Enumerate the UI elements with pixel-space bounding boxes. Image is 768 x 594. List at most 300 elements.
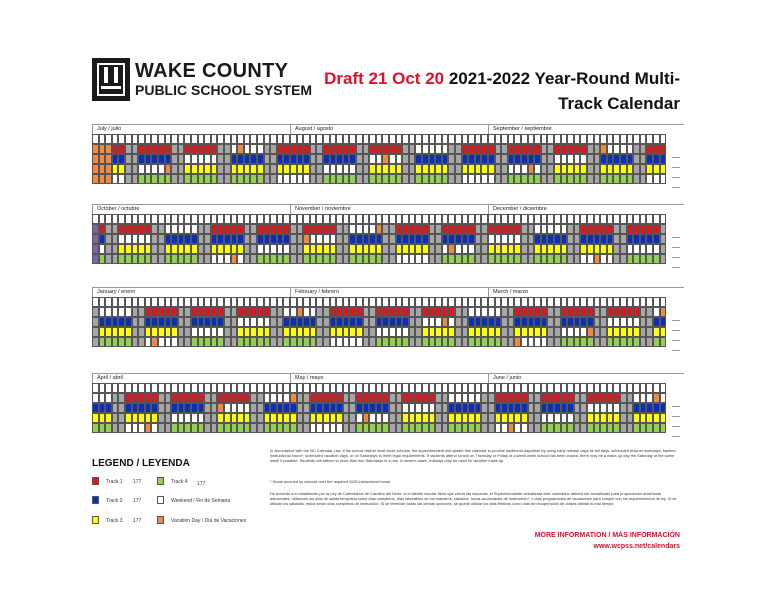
calendar-day-cell xyxy=(389,423,396,433)
calendar-day-cell xyxy=(547,234,554,244)
calendar-day-cell xyxy=(646,307,653,317)
calendar-day-number xyxy=(514,297,521,307)
calendar-day-number xyxy=(270,134,277,144)
calendar-day-cell xyxy=(151,423,158,433)
calendar-day-cell xyxy=(435,327,442,337)
calendar-day-cell xyxy=(567,307,574,317)
calendar-day-cell xyxy=(217,403,224,413)
calendar-day-cell xyxy=(376,307,383,317)
calendar-day-cell xyxy=(640,337,647,347)
calendar-day-cell xyxy=(396,164,403,174)
calendar-day-cell xyxy=(198,403,205,413)
calendar-day-cell xyxy=(376,144,383,154)
calendar-day-number xyxy=(369,297,376,307)
calendar-day-cell xyxy=(349,307,356,317)
calendar-day-cell xyxy=(191,317,198,327)
calendar-day-cell xyxy=(99,393,106,403)
calendar-day-number xyxy=(125,214,132,224)
calendar-day-cell xyxy=(105,154,112,164)
calendar-day-number xyxy=(521,297,528,307)
calendar-day-cell xyxy=(336,423,343,433)
calendar-day-cell xyxy=(165,413,172,423)
calendar-day-cell xyxy=(310,393,317,403)
calendar-day-cell xyxy=(501,254,508,264)
calendar-day-cell xyxy=(118,393,125,403)
calendar-day-cell xyxy=(151,317,158,327)
calendar-day-cell xyxy=(594,164,601,174)
calendar-day-cell xyxy=(448,154,455,164)
calendar-day-cell xyxy=(455,317,462,327)
calendar-day-cell xyxy=(105,224,112,234)
calendar-day-cell xyxy=(462,423,469,433)
calendar-day-cell xyxy=(396,307,403,317)
calendar-day-number xyxy=(349,297,356,307)
calendar-day-number xyxy=(429,383,436,393)
calendar-day-cell xyxy=(613,393,620,403)
calendar-day-cell xyxy=(290,337,297,347)
calendar-day-cell xyxy=(567,327,574,337)
calendar-day-cell xyxy=(534,423,541,433)
calendar-day-number xyxy=(475,214,482,224)
calendar-day-cell xyxy=(389,224,396,234)
calendar-day-cell xyxy=(178,327,185,337)
calendar-day-number xyxy=(290,134,297,144)
calendar-day-number xyxy=(204,214,211,224)
track-row-label xyxy=(672,157,680,162)
calendar-day-number xyxy=(468,383,475,393)
calendar-day-cell xyxy=(237,254,244,264)
calendar-day-cell xyxy=(99,224,106,234)
calendar-day-cell xyxy=(92,317,99,327)
calendar-day-cell xyxy=(316,254,323,264)
calendar-day-cell xyxy=(488,413,495,423)
calendar-day-cell xyxy=(363,144,370,154)
calendar-day-cell xyxy=(204,423,211,433)
calendar-day-number xyxy=(336,214,343,224)
calendar-day-cell xyxy=(481,224,488,234)
calendar-day-cell xyxy=(481,337,488,347)
calendar-day-cell xyxy=(409,423,416,433)
calendar-day-cell xyxy=(514,413,521,423)
calendar-day-cell xyxy=(574,403,581,413)
calendar-day-cell xyxy=(349,254,356,264)
calendar-day-cell xyxy=(250,413,257,423)
calendar-day-cell xyxy=(178,403,185,413)
calendar-day-cell xyxy=(257,154,264,164)
calendar-day-cell xyxy=(363,423,370,433)
calendar-day-number xyxy=(402,214,409,224)
calendar-day-cell xyxy=(620,423,627,433)
calendar-day-cell xyxy=(277,337,284,347)
calendar-day-cell xyxy=(290,393,297,403)
calendar-day-cell xyxy=(402,307,409,317)
calendar-day-cell xyxy=(105,413,112,423)
calendar-day-cell xyxy=(561,164,568,174)
quarter-calendar xyxy=(92,287,684,355)
calendar-day-cell xyxy=(231,393,238,403)
calendar-day-number xyxy=(369,383,376,393)
calendar-day-cell xyxy=(396,423,403,433)
calendar-day-cell xyxy=(422,174,429,184)
wcpss-logo xyxy=(92,58,313,102)
calendar-day-cell xyxy=(396,154,403,164)
calendar-day-number xyxy=(138,383,145,393)
calendar-day-cell xyxy=(660,234,667,244)
calendar-day-cell xyxy=(528,307,535,317)
calendar-day-number xyxy=(475,134,482,144)
calendar-day-number xyxy=(567,383,574,393)
calendar-day-cell xyxy=(224,254,231,264)
calendar-day-number xyxy=(99,214,106,224)
calendar-day-cell xyxy=(237,393,244,403)
calendar-day-number xyxy=(481,214,488,224)
calendar-day-cell xyxy=(561,224,568,234)
calendar-day-cell xyxy=(567,144,574,154)
calendar-day-number xyxy=(646,214,653,224)
calendar-day-cell xyxy=(204,244,211,254)
calendar-day-cell xyxy=(99,254,106,264)
calendar-day-cell xyxy=(594,154,601,164)
calendar-day-cell xyxy=(580,393,587,403)
calendar-day-cell xyxy=(600,423,607,433)
calendar-day-cell xyxy=(92,254,99,264)
calendar-day-cell xyxy=(422,244,429,254)
calendar-day-cell xyxy=(349,154,356,164)
calendar-day-cell xyxy=(653,234,660,244)
calendar-day-cell xyxy=(257,403,264,413)
calendar-day-number xyxy=(363,214,370,224)
calendar-day-cell xyxy=(105,327,112,337)
calendar-day-cell xyxy=(310,164,317,174)
calendar-day-cell xyxy=(138,234,145,244)
calendar-day-cell xyxy=(613,337,620,347)
calendar-day-cell xyxy=(600,317,607,327)
calendar-day-number xyxy=(567,134,574,144)
calendar-day-cell xyxy=(435,224,442,234)
calendar-day-number xyxy=(191,383,198,393)
calendar-day-number xyxy=(561,297,568,307)
calendar-day-cell xyxy=(217,144,224,154)
calendar-day-cell xyxy=(211,254,218,264)
calendar-day-cell xyxy=(501,144,508,154)
calendar-day-cell xyxy=(587,224,594,234)
calendar-day-cell xyxy=(198,144,205,154)
calendar-day-cell xyxy=(356,224,363,234)
calendar-day-number xyxy=(475,383,482,393)
calendar-day-number xyxy=(455,297,462,307)
calendar-day-cell xyxy=(607,164,614,174)
calendar-day-number xyxy=(462,214,469,224)
calendar-day-number xyxy=(250,297,257,307)
calendar-day-cell xyxy=(455,423,462,433)
more-information-label: MORE INFORMATION / MÁS INFORMACIÓN xyxy=(534,532,680,539)
calendar-day-number xyxy=(653,134,660,144)
calendar-day-cell xyxy=(363,337,370,347)
calendar-day-cell xyxy=(455,413,462,423)
calendar-day-cell xyxy=(336,144,343,154)
calendar-day-cell xyxy=(204,317,211,327)
calendar-day-cell xyxy=(435,234,442,244)
calendar-day-cell xyxy=(145,307,152,317)
calendar-day-cell xyxy=(620,244,627,254)
calendar-day-cell xyxy=(528,393,535,403)
calendar-day-cell xyxy=(138,244,145,254)
calendar-day-number xyxy=(376,297,383,307)
calendar-day-cell xyxy=(607,254,614,264)
calendar-day-cell xyxy=(283,224,290,234)
calendar-day-cell xyxy=(270,337,277,347)
calendar-day-cell xyxy=(132,327,139,337)
calendar-day-number xyxy=(112,214,119,224)
calendar-day-cell xyxy=(290,254,297,264)
calendar-day-cell xyxy=(112,307,119,317)
calendar-day-cell xyxy=(402,413,409,423)
calendar-day-cell xyxy=(495,423,502,433)
calendar-day-cell xyxy=(613,307,620,317)
calendar-day-cell xyxy=(600,234,607,244)
calendar-day-cell xyxy=(462,144,469,154)
calendar-day-cell xyxy=(237,154,244,164)
website-link[interactable]: www.wcpss.net/calendars xyxy=(593,543,680,550)
calendar-day-cell xyxy=(594,423,601,433)
calendar-day-cell xyxy=(250,403,257,413)
calendar-day-cell xyxy=(290,144,297,154)
calendar-day-cell xyxy=(646,254,653,264)
calendar-day-cell xyxy=(409,413,416,423)
calendar-day-cell xyxy=(521,393,528,403)
calendar-day-cell xyxy=(316,403,323,413)
calendar-day-cell xyxy=(270,224,277,234)
calendar-day-cell xyxy=(145,393,152,403)
calendar-day-cell xyxy=(369,423,376,433)
calendar-day-cell xyxy=(514,337,521,347)
calendar-day-cell xyxy=(481,413,488,423)
calendar-day-cell xyxy=(462,403,469,413)
calendar-day-cell xyxy=(310,254,317,264)
calendar-day-cell xyxy=(561,154,568,164)
calendar-day-cell xyxy=(389,164,396,174)
calendar-day-cell xyxy=(547,164,554,174)
calendar-day-cell xyxy=(184,337,191,347)
calendar-day-cell xyxy=(237,317,244,327)
calendar-day-cell xyxy=(217,327,224,337)
calendar-day-cell xyxy=(376,224,383,234)
calendar-day-number xyxy=(587,383,594,393)
calendar-day-cell xyxy=(198,244,205,254)
calendar-day-number xyxy=(283,383,290,393)
calendar-day-cell xyxy=(224,317,231,327)
calendar-day-cell xyxy=(475,174,482,184)
calendar-day-cell xyxy=(422,164,429,174)
calendar-day-number xyxy=(528,297,535,307)
calendar-day-cell xyxy=(455,337,462,347)
calendar-day-number xyxy=(184,383,191,393)
calendar-day-number xyxy=(158,134,165,144)
calendar-day-number xyxy=(613,134,620,144)
calendar-day-cell xyxy=(92,144,99,154)
calendar-day-cell xyxy=(132,423,139,433)
calendar-day-cell xyxy=(330,164,337,174)
calendar-day-number xyxy=(508,297,515,307)
calendar-day-cell xyxy=(442,254,449,264)
calendar-day-cell xyxy=(435,317,442,327)
calendar-day-number xyxy=(363,383,370,393)
calendar-day-cell xyxy=(402,244,409,254)
calendar-day-cell xyxy=(448,403,455,413)
calendar-day-number xyxy=(587,214,594,224)
calendar-day-cell xyxy=(270,244,277,254)
calendar-day-cell xyxy=(349,337,356,347)
calendar-day-cell xyxy=(521,254,528,264)
page-title xyxy=(324,66,680,116)
calendar-day-cell xyxy=(607,337,614,347)
calendar-day-number xyxy=(488,134,495,144)
calendar-day-cell xyxy=(534,164,541,174)
calendar-day-cell xyxy=(277,327,284,337)
calendar-day-cell xyxy=(415,154,422,164)
calendar-day-number xyxy=(171,383,178,393)
calendar-day-cell xyxy=(343,327,350,337)
calendar-day-cell xyxy=(244,254,251,264)
calendar-day-number xyxy=(561,134,568,144)
calendar-day-number xyxy=(303,134,310,144)
calendar-day-number xyxy=(92,383,99,393)
calendar-day-cell xyxy=(600,244,607,254)
calendar-day-number xyxy=(514,383,521,393)
calendar-day-number xyxy=(488,297,495,307)
calendar-day-cell xyxy=(204,337,211,347)
calendar-day-number xyxy=(171,297,178,307)
calendar-day-cell xyxy=(211,337,218,347)
calendar-day-cell xyxy=(336,327,343,337)
calendar-day-cell xyxy=(92,154,99,164)
calendar-day-number xyxy=(330,297,337,307)
calendar-day-cell xyxy=(151,254,158,264)
calendar-day-cell xyxy=(376,254,383,264)
calendar-day-number xyxy=(336,383,343,393)
calendar-day-number xyxy=(165,214,172,224)
legend-label-track4: Track 4 xyxy=(171,479,188,485)
calendar-day-cell xyxy=(211,327,218,337)
calendar-day-cell xyxy=(369,337,376,347)
calendar-day-cell xyxy=(653,144,660,154)
calendar-day-cell xyxy=(105,254,112,264)
calendar-day-number xyxy=(178,297,185,307)
calendar-day-cell xyxy=(620,393,627,403)
calendar-day-cell xyxy=(646,144,653,154)
calendar-day-cell xyxy=(455,174,462,184)
calendar-day-cell xyxy=(376,244,383,254)
calendar-day-cell xyxy=(462,413,469,423)
calendar-day-cell xyxy=(508,423,515,433)
calendar-day-cell xyxy=(303,144,310,154)
calendar-day-cell xyxy=(462,254,469,264)
calendar-day-number xyxy=(620,383,627,393)
calendar-day-cell xyxy=(290,423,297,433)
calendar-day-cell xyxy=(231,154,238,164)
calendar-day-cell xyxy=(567,317,574,327)
calendar-day-cell xyxy=(481,423,488,433)
calendar-day-cell xyxy=(442,393,449,403)
calendar-day-cell xyxy=(580,423,587,433)
calendar-day-cell xyxy=(448,224,455,234)
calendar-day-cell xyxy=(633,224,640,234)
calendar-day-cell xyxy=(99,337,106,347)
calendar-day-cell xyxy=(138,224,145,234)
calendar-day-cell xyxy=(534,174,541,184)
calendar-day-cell xyxy=(521,144,528,154)
calendar-day-cell xyxy=(587,254,594,264)
calendar-day-cell xyxy=(132,413,139,423)
calendar-day-cell xyxy=(343,154,350,164)
calendar-day-number xyxy=(435,214,442,224)
calendar-day-cell xyxy=(277,413,284,423)
quarter-calendar xyxy=(92,204,684,272)
calendar-day-cell xyxy=(481,403,488,413)
calendar-day-cell xyxy=(145,423,152,433)
calendar-day-cell xyxy=(171,317,178,327)
calendar-day-cell xyxy=(231,403,238,413)
calendar-day-cell xyxy=(396,174,403,184)
calendar-day-number xyxy=(534,214,541,224)
calendar-day-cell xyxy=(409,244,416,254)
calendar-day-cell xyxy=(514,234,521,244)
calendar-day-cell xyxy=(310,174,317,184)
calendar-day-cell xyxy=(580,254,587,264)
calendar-day-cell xyxy=(145,154,152,164)
calendar-day-cell xyxy=(429,234,436,244)
calendar-day-cell xyxy=(594,254,601,264)
calendar-day-number xyxy=(363,297,370,307)
calendar-day-cell xyxy=(369,164,376,174)
calendar-day-cell xyxy=(402,254,409,264)
calendar-day-cell xyxy=(323,154,330,164)
calendar-day-cell xyxy=(396,403,403,413)
calendar-day-number xyxy=(409,297,416,307)
calendar-day-cell xyxy=(178,164,185,174)
calendar-day-cell xyxy=(653,413,660,423)
calendar-day-cell xyxy=(534,244,541,254)
calendar-day-number xyxy=(607,383,614,393)
calendar-day-number xyxy=(646,383,653,393)
calendar-day-cell xyxy=(310,234,317,244)
calendar-day-cell xyxy=(204,393,211,403)
calendar-day-cell xyxy=(92,234,99,244)
calendar-day-number xyxy=(316,214,323,224)
calendar-day-cell xyxy=(283,307,290,317)
calendar-day-cell xyxy=(204,164,211,174)
calendar-day-cell xyxy=(118,164,125,174)
calendar-day-number xyxy=(250,214,257,224)
calendar-day-cell xyxy=(620,254,627,264)
calendar-day-number xyxy=(382,134,389,144)
calendar-day-cell xyxy=(171,174,178,184)
calendar-day-cell xyxy=(118,144,125,154)
logo-subtitle: PUBLIC SCHOOL SYSTEM xyxy=(135,82,313,98)
calendar-day-cell xyxy=(349,164,356,174)
calendar-day-cell xyxy=(118,327,125,337)
calendar-day-cell xyxy=(409,234,416,244)
calendar-day-cell xyxy=(224,224,231,234)
calendar-day-cell xyxy=(171,413,178,423)
calendar-day-cell xyxy=(165,224,172,234)
calendar-day-cell xyxy=(118,244,125,254)
calendar-day-cell xyxy=(475,254,482,264)
calendar-day-cell xyxy=(191,234,198,244)
calendar-day-cell xyxy=(310,244,317,254)
calendar-day-cell xyxy=(349,413,356,423)
calendar-day-cell xyxy=(323,244,330,254)
